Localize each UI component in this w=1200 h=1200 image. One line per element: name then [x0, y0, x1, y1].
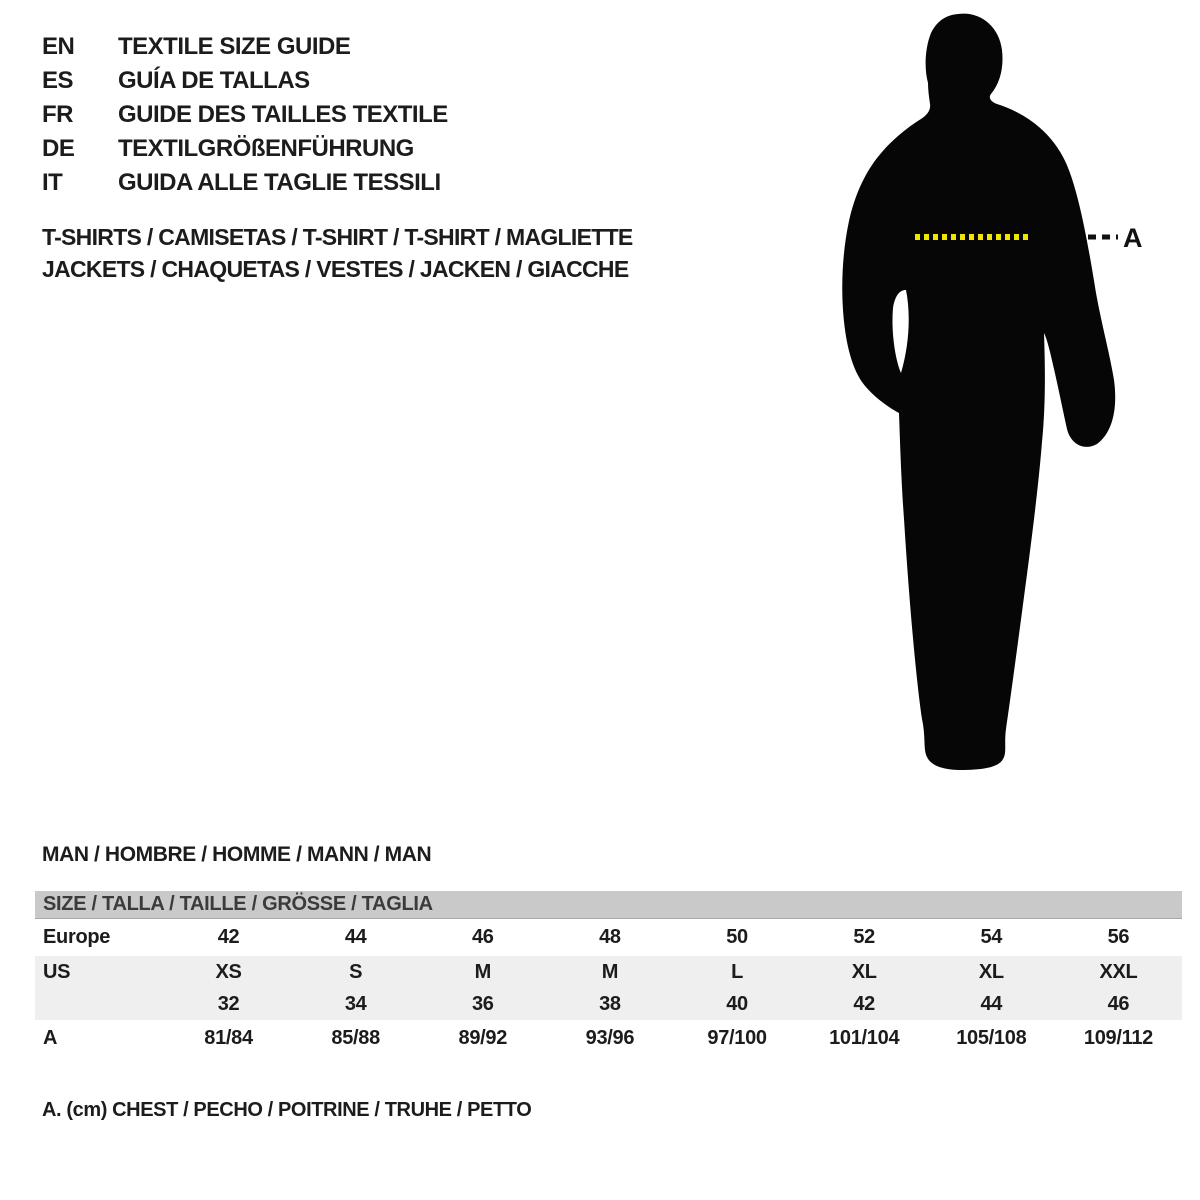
size-cell: 109/112: [1083, 1027, 1153, 1049]
size-cell: XL: [978, 960, 1004, 983]
size-cell: 46: [1107, 992, 1130, 1015]
row-label-us: US: [43, 960, 71, 983]
size-cell: L: [731, 960, 744, 983]
size-cell: M: [474, 960, 491, 983]
lang-code-en: EN: [42, 33, 75, 60]
size-cell: 34: [344, 992, 367, 1015]
lang-code-es: ES: [42, 67, 74, 94]
size-cell: 93/96: [585, 1027, 635, 1049]
row-label-a: A: [43, 1027, 58, 1049]
section-title-man: MAN / HOMBRE / HOMME / MANN / MAN: [42, 843, 432, 866]
size-cell: 50: [726, 926, 748, 948]
size-table: [35, 891, 1182, 1057]
size-cell: 54: [980, 926, 1003, 948]
size-cell: XS: [215, 960, 242, 983]
table-row-alt-sizes: [35, 988, 1182, 1020]
size-cell: 42: [217, 926, 240, 948]
size-cell: 44: [980, 992, 1003, 1015]
size-cell: 89/92: [458, 1027, 508, 1049]
size-cell: 44: [344, 926, 367, 948]
size-cell: 32: [217, 992, 240, 1015]
size-cell: M: [601, 960, 619, 983]
size-cell: 85/88: [331, 1027, 380, 1049]
category-line-jackets: JACKETS / CHAQUETAS / VESTES / JACKEN / GIACCHE: [42, 256, 629, 282]
lang-label-es: GUÍA DE TALLAS: [118, 67, 310, 94]
size-cell: 46: [471, 926, 494, 948]
size-cell: 105/108: [956, 1027, 1027, 1049]
size-cell: 48: [599, 926, 621, 948]
lang-label-it: GUIDA ALLE TAGLIE TESSILI: [118, 169, 441, 196]
size-table-header: SIZE / TALLA / TAILLE / GRÖSSE / TAGLIA: [35, 891, 1182, 919]
lang-label-fr: GUIDE DES TAILLES TEXTILE: [118, 101, 448, 128]
table-row-chest-a: [35, 1020, 1182, 1057]
measure-label-a: A: [1123, 223, 1143, 253]
size-cell: 81/84: [204, 1027, 253, 1049]
size-cell: 40: [726, 992, 748, 1015]
row-label-europe: Europe: [43, 926, 111, 948]
size-cell: XL: [851, 960, 877, 983]
size-cell: 97/100: [707, 1027, 767, 1049]
size-cell: 42: [853, 992, 876, 1015]
size-cell: 38: [599, 992, 621, 1015]
size-cell: 56: [1107, 926, 1130, 948]
lang-code-fr: FR: [42, 101, 73, 128]
lang-label-de: TEXTILGRÖßENFÜHRUNG: [118, 135, 414, 162]
table-row-us: [35, 956, 1182, 988]
lang-code-it: IT: [42, 169, 63, 196]
size-cell: 36: [471, 992, 494, 1015]
size-cell: S: [349, 960, 363, 983]
lang-code-de: DE: [42, 135, 75, 162]
measurement-footnote: A. (cm) CHEST / PECHO / POITRINE / TRUHE / PETTO: [42, 1099, 532, 1121]
man-silhouette-path: [842, 14, 1115, 770]
size-cell: 52: [853, 926, 876, 948]
lang-label-en: TEXTILE SIZE GUIDE: [118, 33, 351, 60]
size-cell: XXL: [1099, 960, 1138, 983]
size-cell: 101/104: [829, 1027, 900, 1049]
table-row-europe: [35, 919, 1182, 956]
category-line-tshirts: T-SHIRTS / CAMISETAS / T-SHIRT / T-SHIRT / MAGLIETTE: [42, 224, 633, 250]
